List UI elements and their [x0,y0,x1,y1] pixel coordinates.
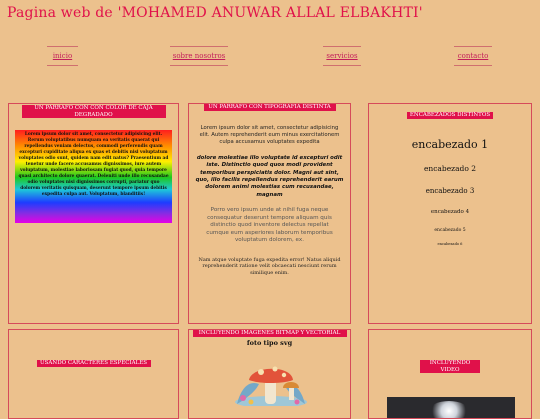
page-title: Pagina web de 'MOHAMED ANUWAR ALLAL ELBAKHTI' [7,5,423,21]
heading-4: encabezado 4 [430,208,470,215]
gradient-paragraph: Lorem ipsum dolor sit amet, consectetur adipisicing elit. Rerum voluptatibus numquam ea veritatis quaerat qui repellendus veniam delectus, commodi perferendis quam excepturi cupiditate aliqua ex quas et debitis nisi voluptatum voluptates odio sunt, quidem nam edit natus? Praesentium ad tenetur unde facere accusamus dignissimos, iure autem voluptatum, molestiae laboriosam fugiat quod, quia tempore quasi architecto dolore quaerat. Deleniti unde illo recusandae odio voluptates nisi dignissimos corrupti, pariatur quo dolorem veritatis quisquam, deserunt tempore ipsum debitis expedita culpa aut. Voluptatum, blanditiis! [15,130,172,223]
heading-3: encabezado 3 [425,186,475,195]
card-header: INCLUYENDO IMAGENES BITMAP Y VECTORIAL [193,330,347,337]
heading-6: encabezado 6 [437,241,463,246]
card-header: UN PARRAFO CON CON COLOR DE CAJA DEGRADADO [22,105,166,118]
heading-5: encabezado 5 [434,227,466,233]
bold-paragraph: dolore molestiae illo voluptate id excepturi odit iste. Distinctio quod quos modi provident temporibus perspiciatis dolor. Magni aut sint, quo, illo facilis repellendus reprehenderit earum dolorem animi molestias cum recusandae, magnam [195,154,344,198]
mushroom-illustration [231,358,311,406]
card-header: ENCABEZADOS DISTINTOS [407,112,493,119]
sans-paragraph: Lorem ipsum dolor sit amet, consectetur adipisicing elit. Autem reprehenderit eum minus exercitationem culpa accusamus voluptates expedita [199,124,340,146]
nav-link-inicio[interactable]: inicio [47,46,78,66]
serif-paragraph: Nam atque voluptate fuga expedita error! Natus aliquid reprehenderit ratione velit obcaecati nesciunt rerum similique enim. [198,256,341,276]
nav-link-contacto[interactable]: contacto [454,46,492,66]
headers-card [368,103,532,324]
video-card [368,329,532,419]
card-header: INCLUYENDO VIDEO [420,360,480,373]
image-caption: foto tipo svg [246,338,293,347]
special-characters-card [8,329,179,419]
heading-1: encabezado 1 [411,137,489,151]
card-header: UN PARRAFO CON TIPOGRAFIA DISTINTA [204,104,336,111]
gradient-paragraph-card [8,103,179,324]
nav-link-sobre-nosotros[interactable]: sobre nosotros [170,46,228,66]
heading-2: encabezado 2 [423,163,477,173]
light-paragraph: Porro vero ipsum unde at nihil fuga neque consequatur deserunt tempore aliquam quis distinctio quod inventore delectus repellat cumque eum asperiores laborum temporibus voluptatum dolorem, ex. [206,207,333,244]
typography-card [188,103,351,324]
images-card [188,329,351,419]
nav-link-servicios[interactable]: servicios [323,46,361,66]
video-player[interactable] [387,397,515,419]
card-header: USANDO CARACTERES ESPECIALES [37,360,151,367]
